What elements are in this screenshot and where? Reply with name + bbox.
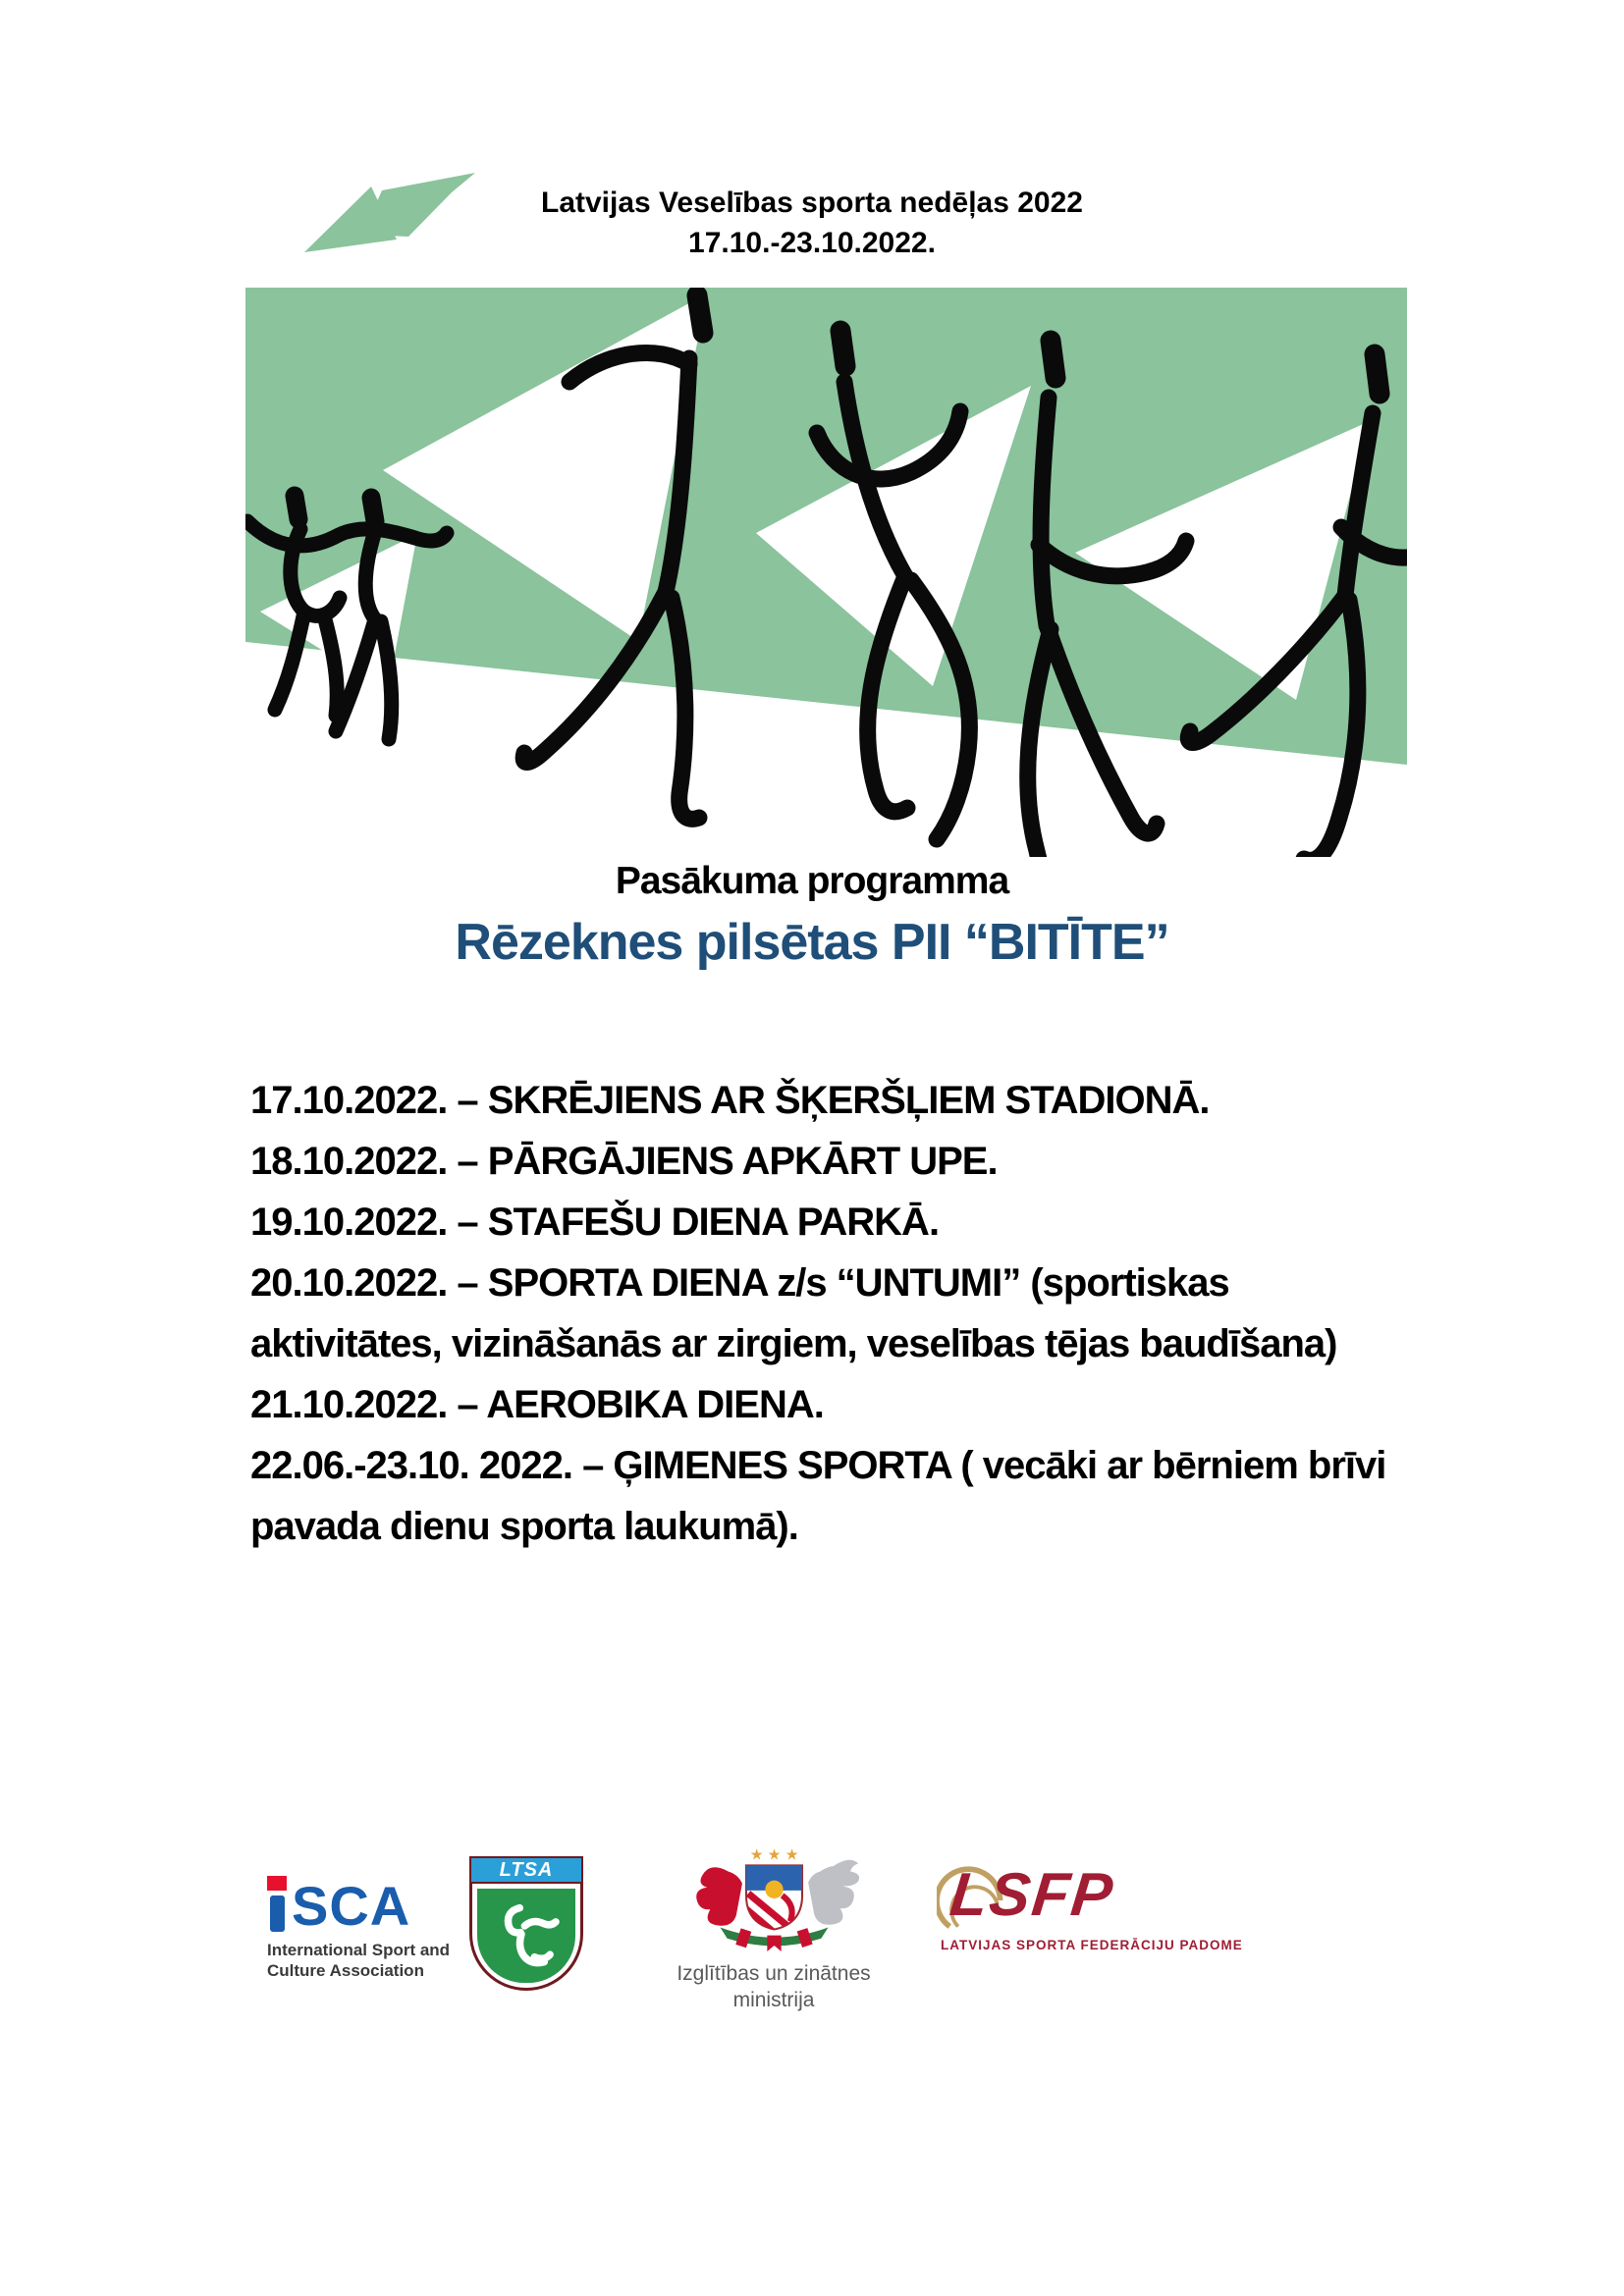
ministry-name-line1: Izglītības un zinātnes bbox=[677, 1962, 871, 1985]
lsfp-letters: LSFP bbox=[947, 1861, 1118, 1929]
ltsa-shield-logo bbox=[469, 1856, 583, 1991]
isca-i-stem-icon bbox=[270, 1896, 285, 1932]
ministry-name bbox=[676, 1960, 872, 2013]
header-title-line2: 17.10.-23.10.2022. bbox=[688, 227, 936, 259]
program-item: 21.10.2022. – AEROBIKA DIENA. bbox=[250, 1383, 824, 1426]
ltsa-shield-border bbox=[469, 1884, 583, 1991]
header-title-block bbox=[0, 183, 1624, 263]
program-title: Rēzeknes pilsētas PII “BITĪTE” bbox=[455, 914, 1169, 971]
banner-runners-illustration bbox=[245, 288, 1407, 857]
program-list bbox=[250, 1070, 1399, 1557]
ltsa-banner-label: LTSA bbox=[469, 1856, 583, 1884]
header-title-line1: Latvijas Veselības sporta nedēļas 2022 bbox=[541, 187, 1083, 219]
isca-subtext-line2: Culture Association bbox=[267, 1961, 424, 1980]
isca-letters bbox=[267, 1873, 454, 1937]
ltsa-shield-green bbox=[477, 1889, 575, 1983]
lsfp-letters-block bbox=[941, 1861, 1225, 1930]
isca-subtext-line1: International Sport and bbox=[267, 1941, 451, 1959]
isca-subtext bbox=[267, 1940, 454, 1981]
program-subtitle: Pasākuma programma bbox=[615, 860, 1009, 902]
lsfp-logo bbox=[941, 1861, 1243, 1952]
ltsa-runner-icon bbox=[487, 1895, 566, 1977]
program-item: 18.10.2022. – PĀRGĀJIENS APKĀRT UPE. bbox=[250, 1140, 998, 1183]
isca-letter-i-icon bbox=[267, 1876, 287, 1932]
isca-letters-sca: SCA bbox=[292, 1875, 411, 1937]
program-item: 20.10.2022. – SPORTA DIENA z/s “UNTUMI” (sportiskas aktivitātes, vizināšanās ar zirgiem, veselības tējas baudīšana) bbox=[250, 1261, 1337, 1365]
program-item: 17.10.2022. – SKRĒJIENS AR ŠĶERŠĻIEM STADIONĀ. bbox=[250, 1079, 1210, 1122]
ministry-logo bbox=[676, 1843, 872, 2013]
latvia-coat-of-arms-icon bbox=[683, 1843, 865, 1953]
isca-red-dot-icon bbox=[267, 1876, 287, 1891]
ministry-name-line2: ministrija bbox=[732, 1989, 815, 2011]
program-item: 19.10.2022. – STAFEŠU DIENA PARKĀ. bbox=[250, 1201, 940, 1244]
isca-logo bbox=[267, 1873, 454, 1981]
lsfp-subtext: LATVIJAS SPORTA FEDERĀCIJU PADOME bbox=[941, 1938, 1243, 1952]
svg-text:★ ★ ★: ★ ★ ★ bbox=[749, 1846, 798, 1864]
program-item: 22.06.-23.10. 2022. – ĢIMENES SPORTA ( vecāki ar bērniem brīvi pavada dienu sporta laukumā). bbox=[250, 1444, 1386, 1548]
